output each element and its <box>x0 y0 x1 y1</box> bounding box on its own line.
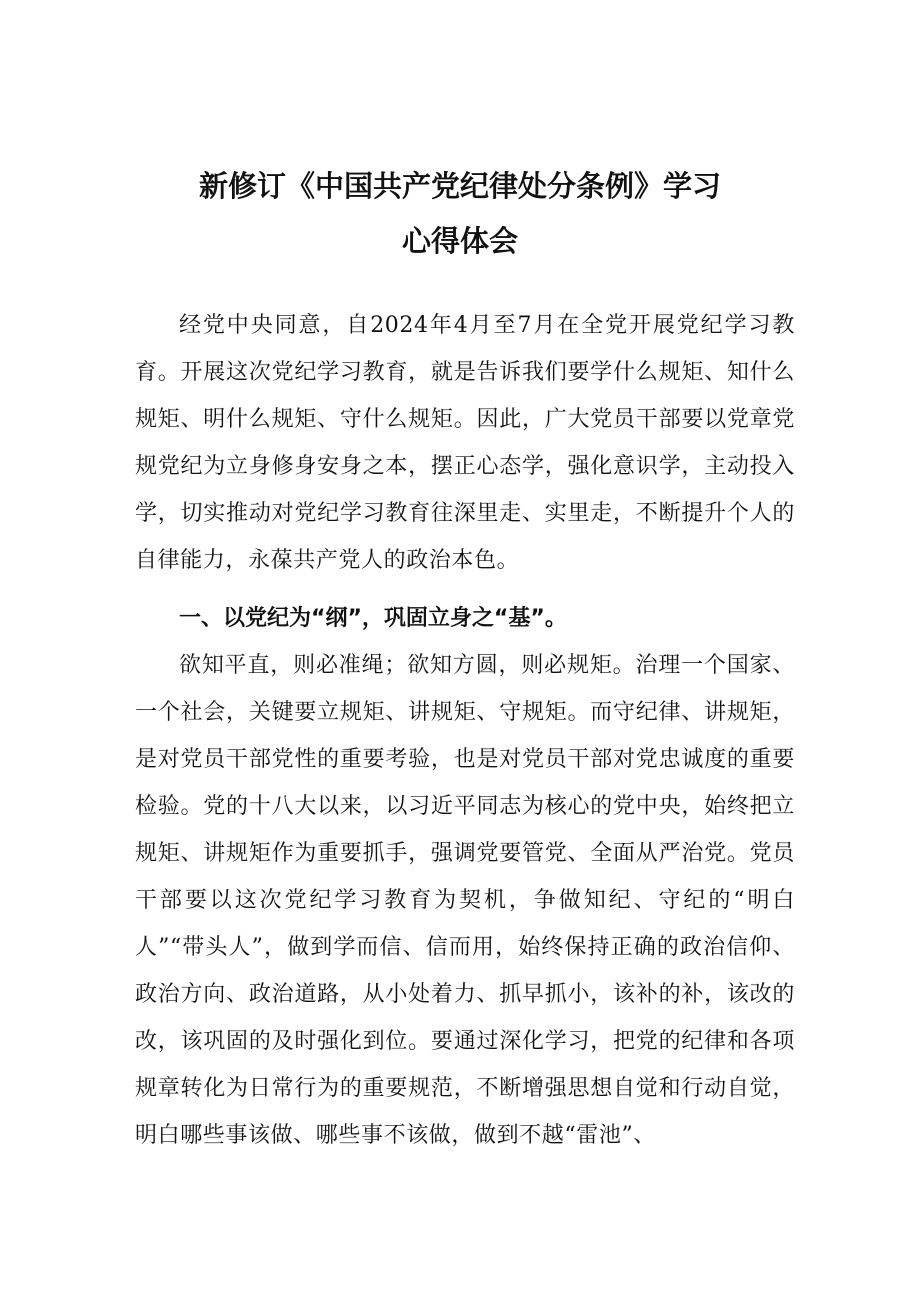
section-heading-1: 一、以党纪为“纲”，巩固立身之“基”。 <box>179 606 567 631</box>
document-title-line-2: 心得体会 <box>401 224 518 258</box>
document-title-line-1: 新修订《中国共产党纪律处分条例》学习 <box>198 169 721 203</box>
section-1-paragraph: 欲知平直，则必准绳；欲知方圆，则必规矩。治理一个国家、一个社会，关键要立规矩、讲规矩、守规矩。而守纪律、讲规矩，是对党员干部党性的重要考验，也是对党员干部对党忠诚度的重要检验。党的十八大以来，以习近平同志为核心的党中央，始终把立规矩、讲规矩作为重要抓手，强调党要管党、全面从严治党。党员干部要以这次党纪学习教育为契机，争做知纪、守纪的“明白人”“带头人”，做到学而信、信而用，始终保持正确的政治信仰、政治方向、政治道路，从小处着力、抓早抓小，该补的补，该改的改，该巩固的及时强化到位。要通过深化学习，把党的纪律和各项规章转化为日常行为的重要规范，不断增强思想自觉和行动自觉，明白哪些事该做、哪些事不该做，做到不越“雷池”、 <box>135 653 795 1148</box>
intro-paragraph: 经党中央同意，自2024年4月至7月在全党开展党纪学习教育。开展这次党纪学习教育，就是告诉我们要学什么规矩、知什么规矩、明什么规矩、守什么规矩。因此，广大党员干部要以党章党规党纪为立身修身安身之本，摆正心态学，强化意识学，主动投入学，切实推动对党纪学习教育往深里走、实里走，不断提升个人的自律能力，永葆共产党人的政治本色。 <box>135 313 795 573</box>
